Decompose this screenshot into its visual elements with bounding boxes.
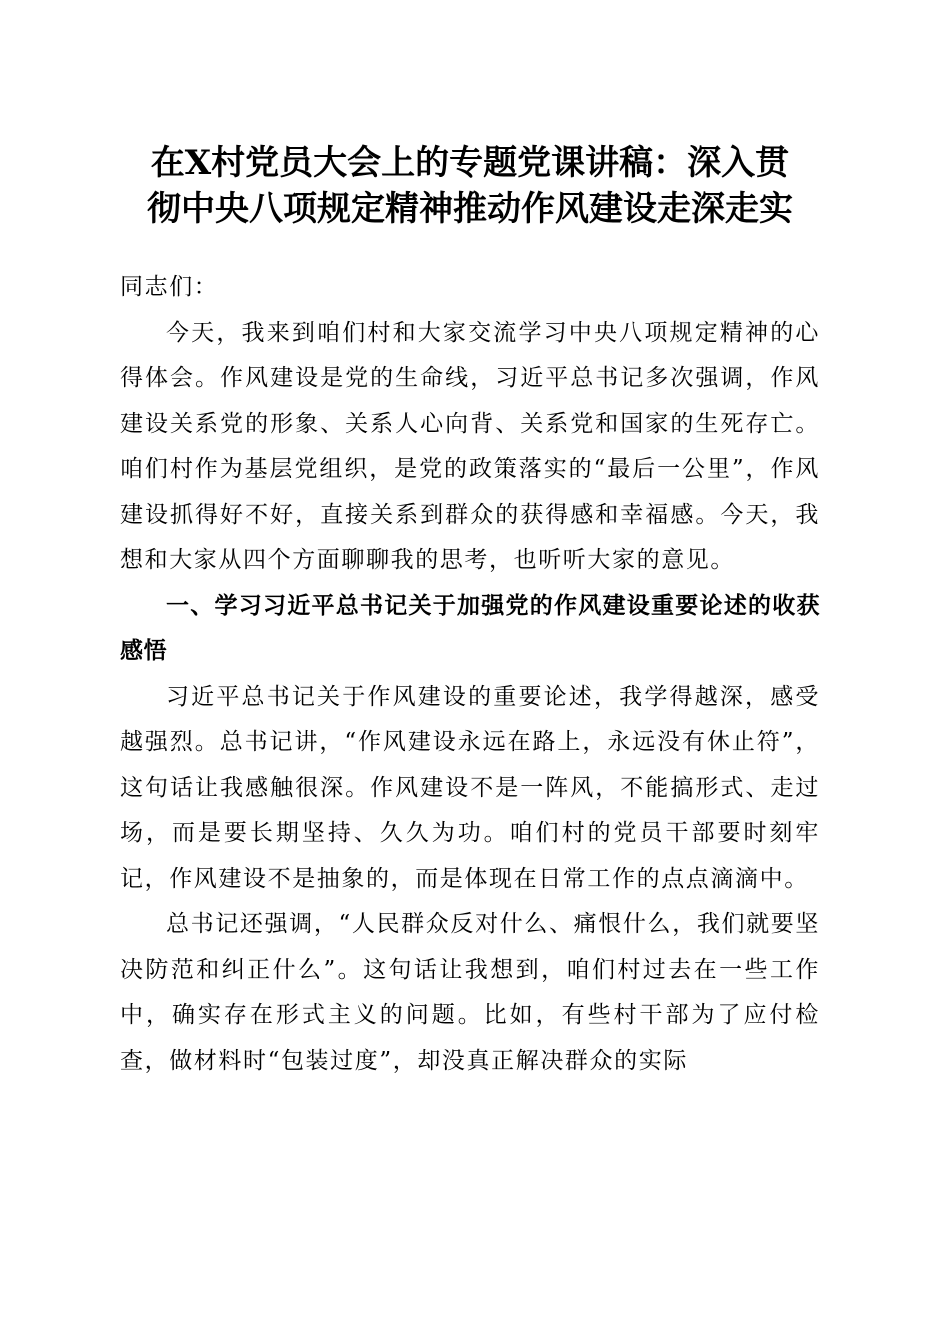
section-heading-1: 一、学习习近平总书记关于加强党的作风建设重要论述的收获感悟 [120,592,820,664]
title-line-2: 彻中央八项规定精神推动作风建设走深走实 [147,189,793,229]
salutation: 同志们： [120,274,219,300]
section1-paragraph-1: 习近平总书记关于作风建设的重要论述，我学得越深，感受越强烈。总书记讲，“作风建设永远在路上，永远没有休止符”，这句话让我感触很深。作风建设不是一阵风，不能搞形式、走过场，而是要长期坚持、久久为功。咱们村的党员干部要时刻牢记，作风建设不是抽象的，而是体现在日常工作的点点滴滴中。 [120,683,820,892]
document-title [120,140,820,232]
document-body [120,265,820,1084]
section1-paragraph-2: 总书记还强调，“人民群众反对什么、痛恨什么，我们就要坚决防范和纠正什么”。这句话让我想到，咱们村过去在一些工作中，确实存在形式主义的问题。比如，有些村干部为了应付检查，做材料时“包装过度”，却没真正解决群众的实际 [120,911,820,1074]
title-line-1: 在X村党员大会上的专题党课讲稿：深入贯 [150,143,790,183]
intro-paragraph: 今天，我来到咱们村和大家交流学习中央八项规定精神的心得体会。作风建设是党的生命线，习近平总书记多次强调，作风建设关系党的形象、关系人心向背、关系党和国家的生死存亡。咱们村作为基层党组织，是党的政策落实的“最后一公里”，作风建设抓得好不好，直接关系到群众的获得感和幸福感。今天，我想和大家从四个方面聊聊我的思考，也听听大家的意见。 [120,319,820,573]
